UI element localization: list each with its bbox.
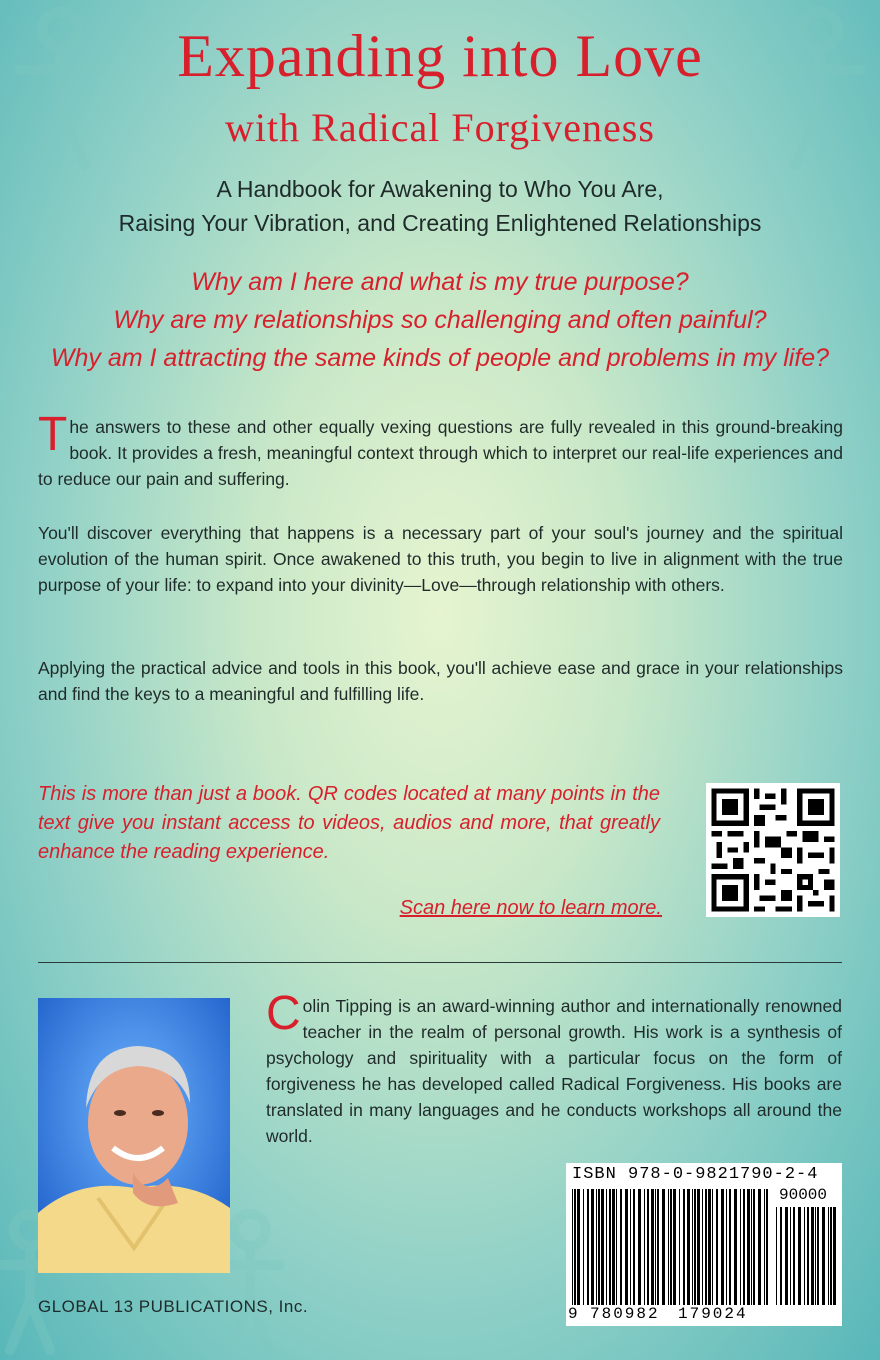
addon-bars-icon: [776, 1207, 836, 1305]
publisher-name: GLOBAL 13 PUBLICATIONS, Inc.: [38, 1297, 309, 1316]
book-title: Expanding into Love: [177, 23, 703, 89]
barcode-bars-icon: [572, 1189, 768, 1305]
questions-block: [0, 263, 880, 377]
question-1: Why am I here and what is my true purpose?: [191, 268, 689, 296]
ean-right-digits: 179024: [678, 1305, 748, 1323]
isbn-number: ISBN 978-0-9821790-2-4: [572, 1165, 819, 1184]
paragraph-1-dropcap: T: [38, 408, 68, 461]
tagline-line-2: Raising Your Vibration, and Creating Enlightened Relationships: [118, 210, 762, 236]
author-bio-dropcap: C: [266, 987, 301, 1040]
paragraph-2: You'll discover everything that happens is a necessary part of your soul's journey and the spiritual evolution of the human spirit. Once awakened to this truth, you begin to live in alignment with the true purpose of your life: to expand into your divinity—Love—through relationship with others.: [38, 523, 843, 595]
tagline: [0, 172, 880, 240]
author-bio-text: olin Tipping is an award-winning author and internationally renowned teacher in the realm of personal growth. His work is a synthesis of psychology and spirituality with a particular focus on the form of forgiveness he has developed called Radical Forgiveness. His books are translated in many languages and he conducts workshops all around the world.: [266, 996, 842, 1146]
question-2: Why are my relationships so challenging and often painful?: [113, 306, 767, 334]
author-photo: [38, 998, 230, 1273]
book-subtitle: with Radical Forgiveness: [225, 105, 655, 150]
qr-promo-text: This is more than just a book. QR codes located at many points in the text give you instant access to videos, audios and more, that greatly enhance the reading experience.: [38, 783, 660, 863]
price-code: 90000: [779, 1186, 828, 1204]
isbn-barcode: [566, 1163, 842, 1326]
author-bio: [266, 987, 842, 1149]
ean-left-digits: 780982: [590, 1305, 660, 1323]
question-3: Why am I attracting the same kinds of people and problems in my life?: [50, 344, 830, 372]
scan-link[interactable]: Scan here now to learn more.: [399, 897, 662, 919]
paragraph-1-text: he answers to these and other equally vexing questions are fully revealed in this ground-breaking book. It provides a fresh, meaningful context through which to interpret our real-life experiences and to reduce our pain and suffering.: [38, 417, 843, 489]
qr-code-icon[interactable]: [706, 783, 840, 917]
section-divider: [38, 962, 842, 963]
paragraph-3: Applying the practical advice and tools in this book, you'll achieve ease and grace in your relationships and find the keys to a meaningful and fulfilling life.: [38, 658, 843, 704]
paragraph-1: [38, 408, 843, 492]
tagline-line-1: A Handbook for Awakening to Who You Are,: [216, 176, 664, 202]
ean-first-digit: 9: [568, 1305, 578, 1323]
